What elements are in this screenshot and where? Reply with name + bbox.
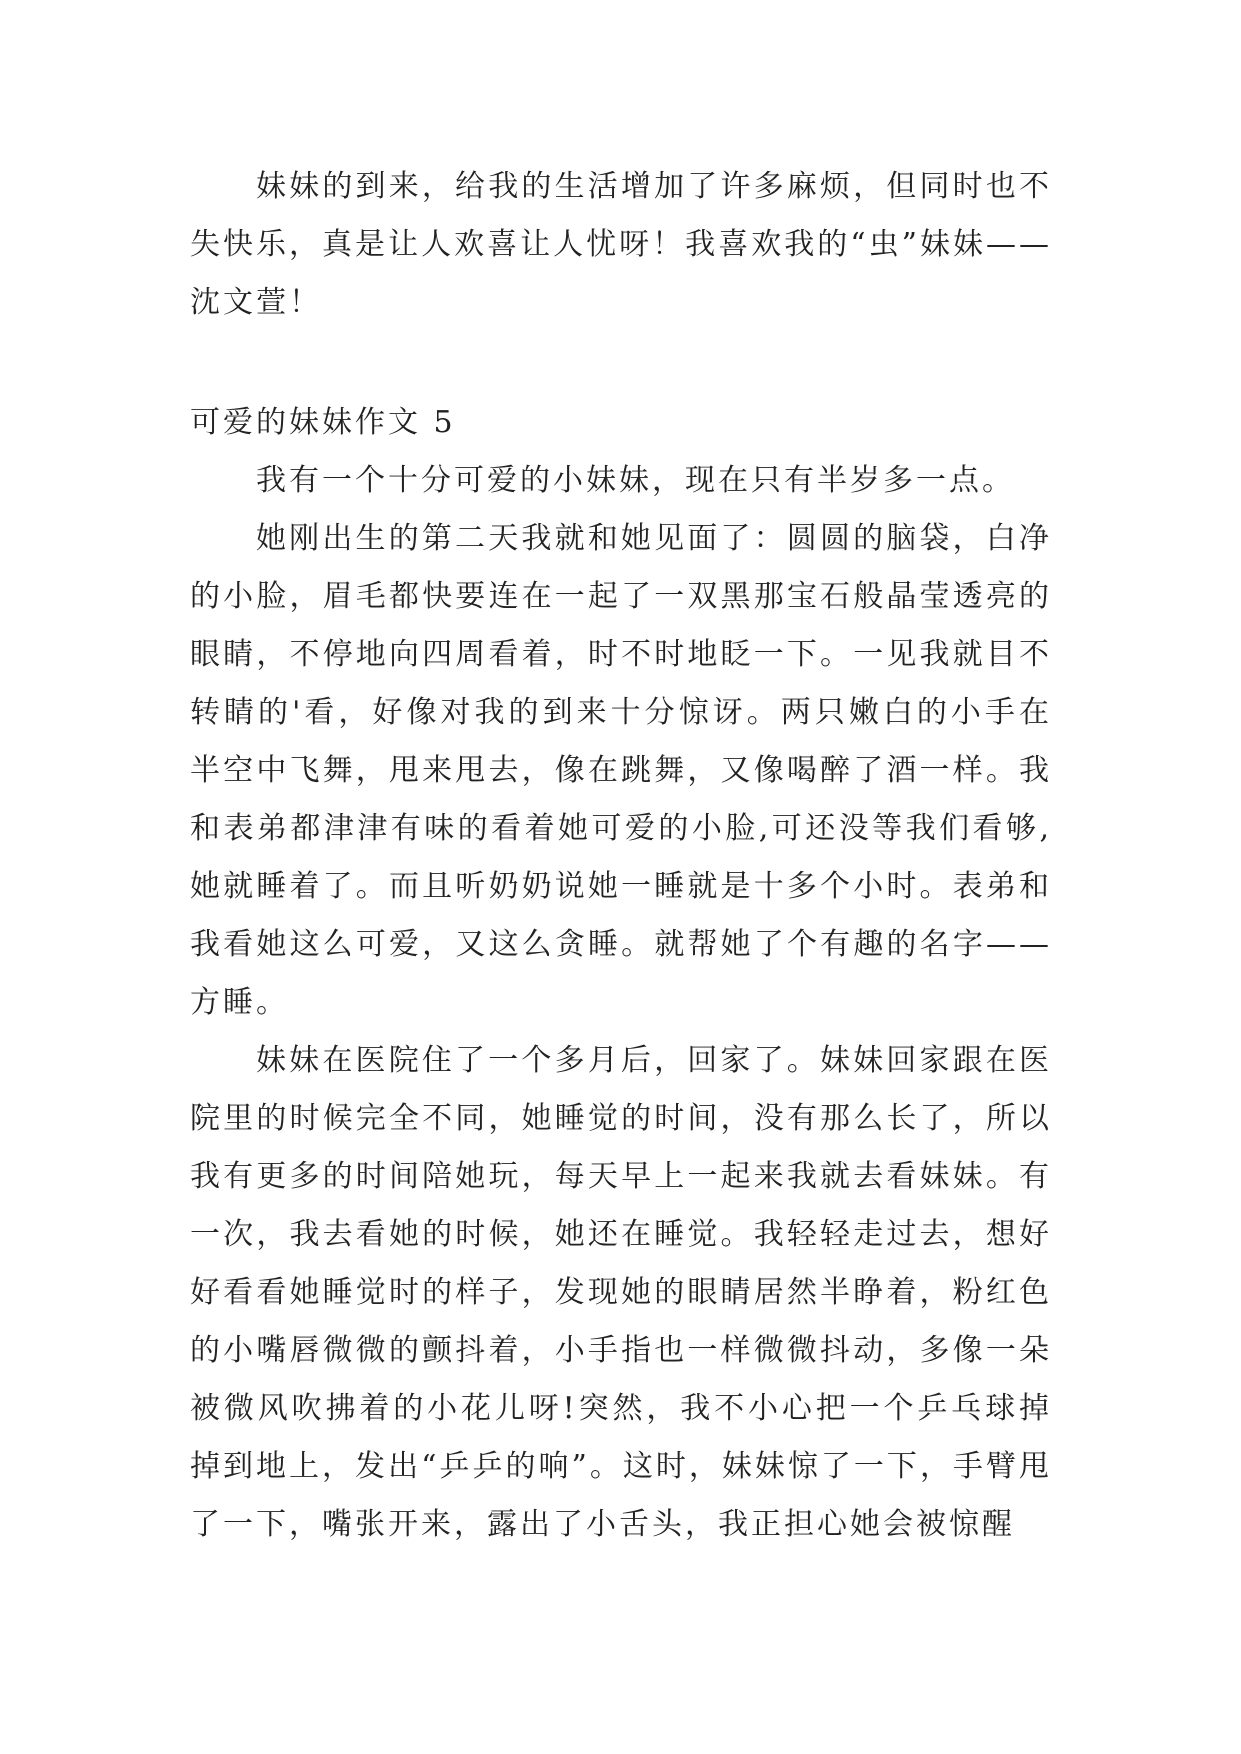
section-gap — [190, 332, 1052, 394]
paragraph-1: 我有一个十分可爱的小妹妹，现在只有半岁多一点。 — [256, 463, 1015, 498]
paragraph-3: 妹妹在医院住了一个多月后，回家了。妹妹回家跟在医院里的时候完全不同，她睡觉的时间，没有那么长了，所以我有更多的时间陪她玩，每天早上一起来我就去看妹妹。有一次，我去看她的时候，她还在睡觉。我轻轻走过去，想好好看看她睡觉时的样子，发现她的眼睛居然半睁着，粉红色的小嘴唇微微的颤抖着，小手指也一样微微抖动，多像一朵被微风吹拂着的小花儿呀!突然，我不小心把一个乒乓球掉掉到地上，发出“乒乒的响”。这时，妹妹惊了一下，手臂甩了一下，嘴张开来，露出了小舌头，我正担心她会被惊醒 — [190, 1043, 1052, 1542]
document-body — [190, 158, 1052, 1554]
paragraph-2: 她刚出生的第二天我就和她见面了：圆圆的脑袋，白净的小脸，眉毛都快要连在一起了一双黑那宝石般晶莹透亮的眼睛，不停地向四周看着，时不时地眨一下。一见我就目不转睛的'看，好像对我的到来十分惊讶。两只嫩白的小手在半空中飞舞，甩来甩去，像在跳舞，又像喝醉了酒一样。我和表弟都津津有味的看着她可爱的小脸,可还没等我们看够,她就睡着了。而且听奶奶说她一睡就是十多个小时。表弟和我看她这么可爱，又这么贪睡。就帮她了个有趣的名字——方睡。 — [190, 521, 1052, 1020]
section-title: 可爱的妹妹作文 5 — [190, 405, 456, 440]
paragraph-intro: 妹妹的到来，给我的生活增加了许多麻烦，但同时也不失快乐，真是让人欢喜让人忧呀！我喜欢我的“虫”妹妹——沈文萱！ — [190, 169, 1052, 320]
